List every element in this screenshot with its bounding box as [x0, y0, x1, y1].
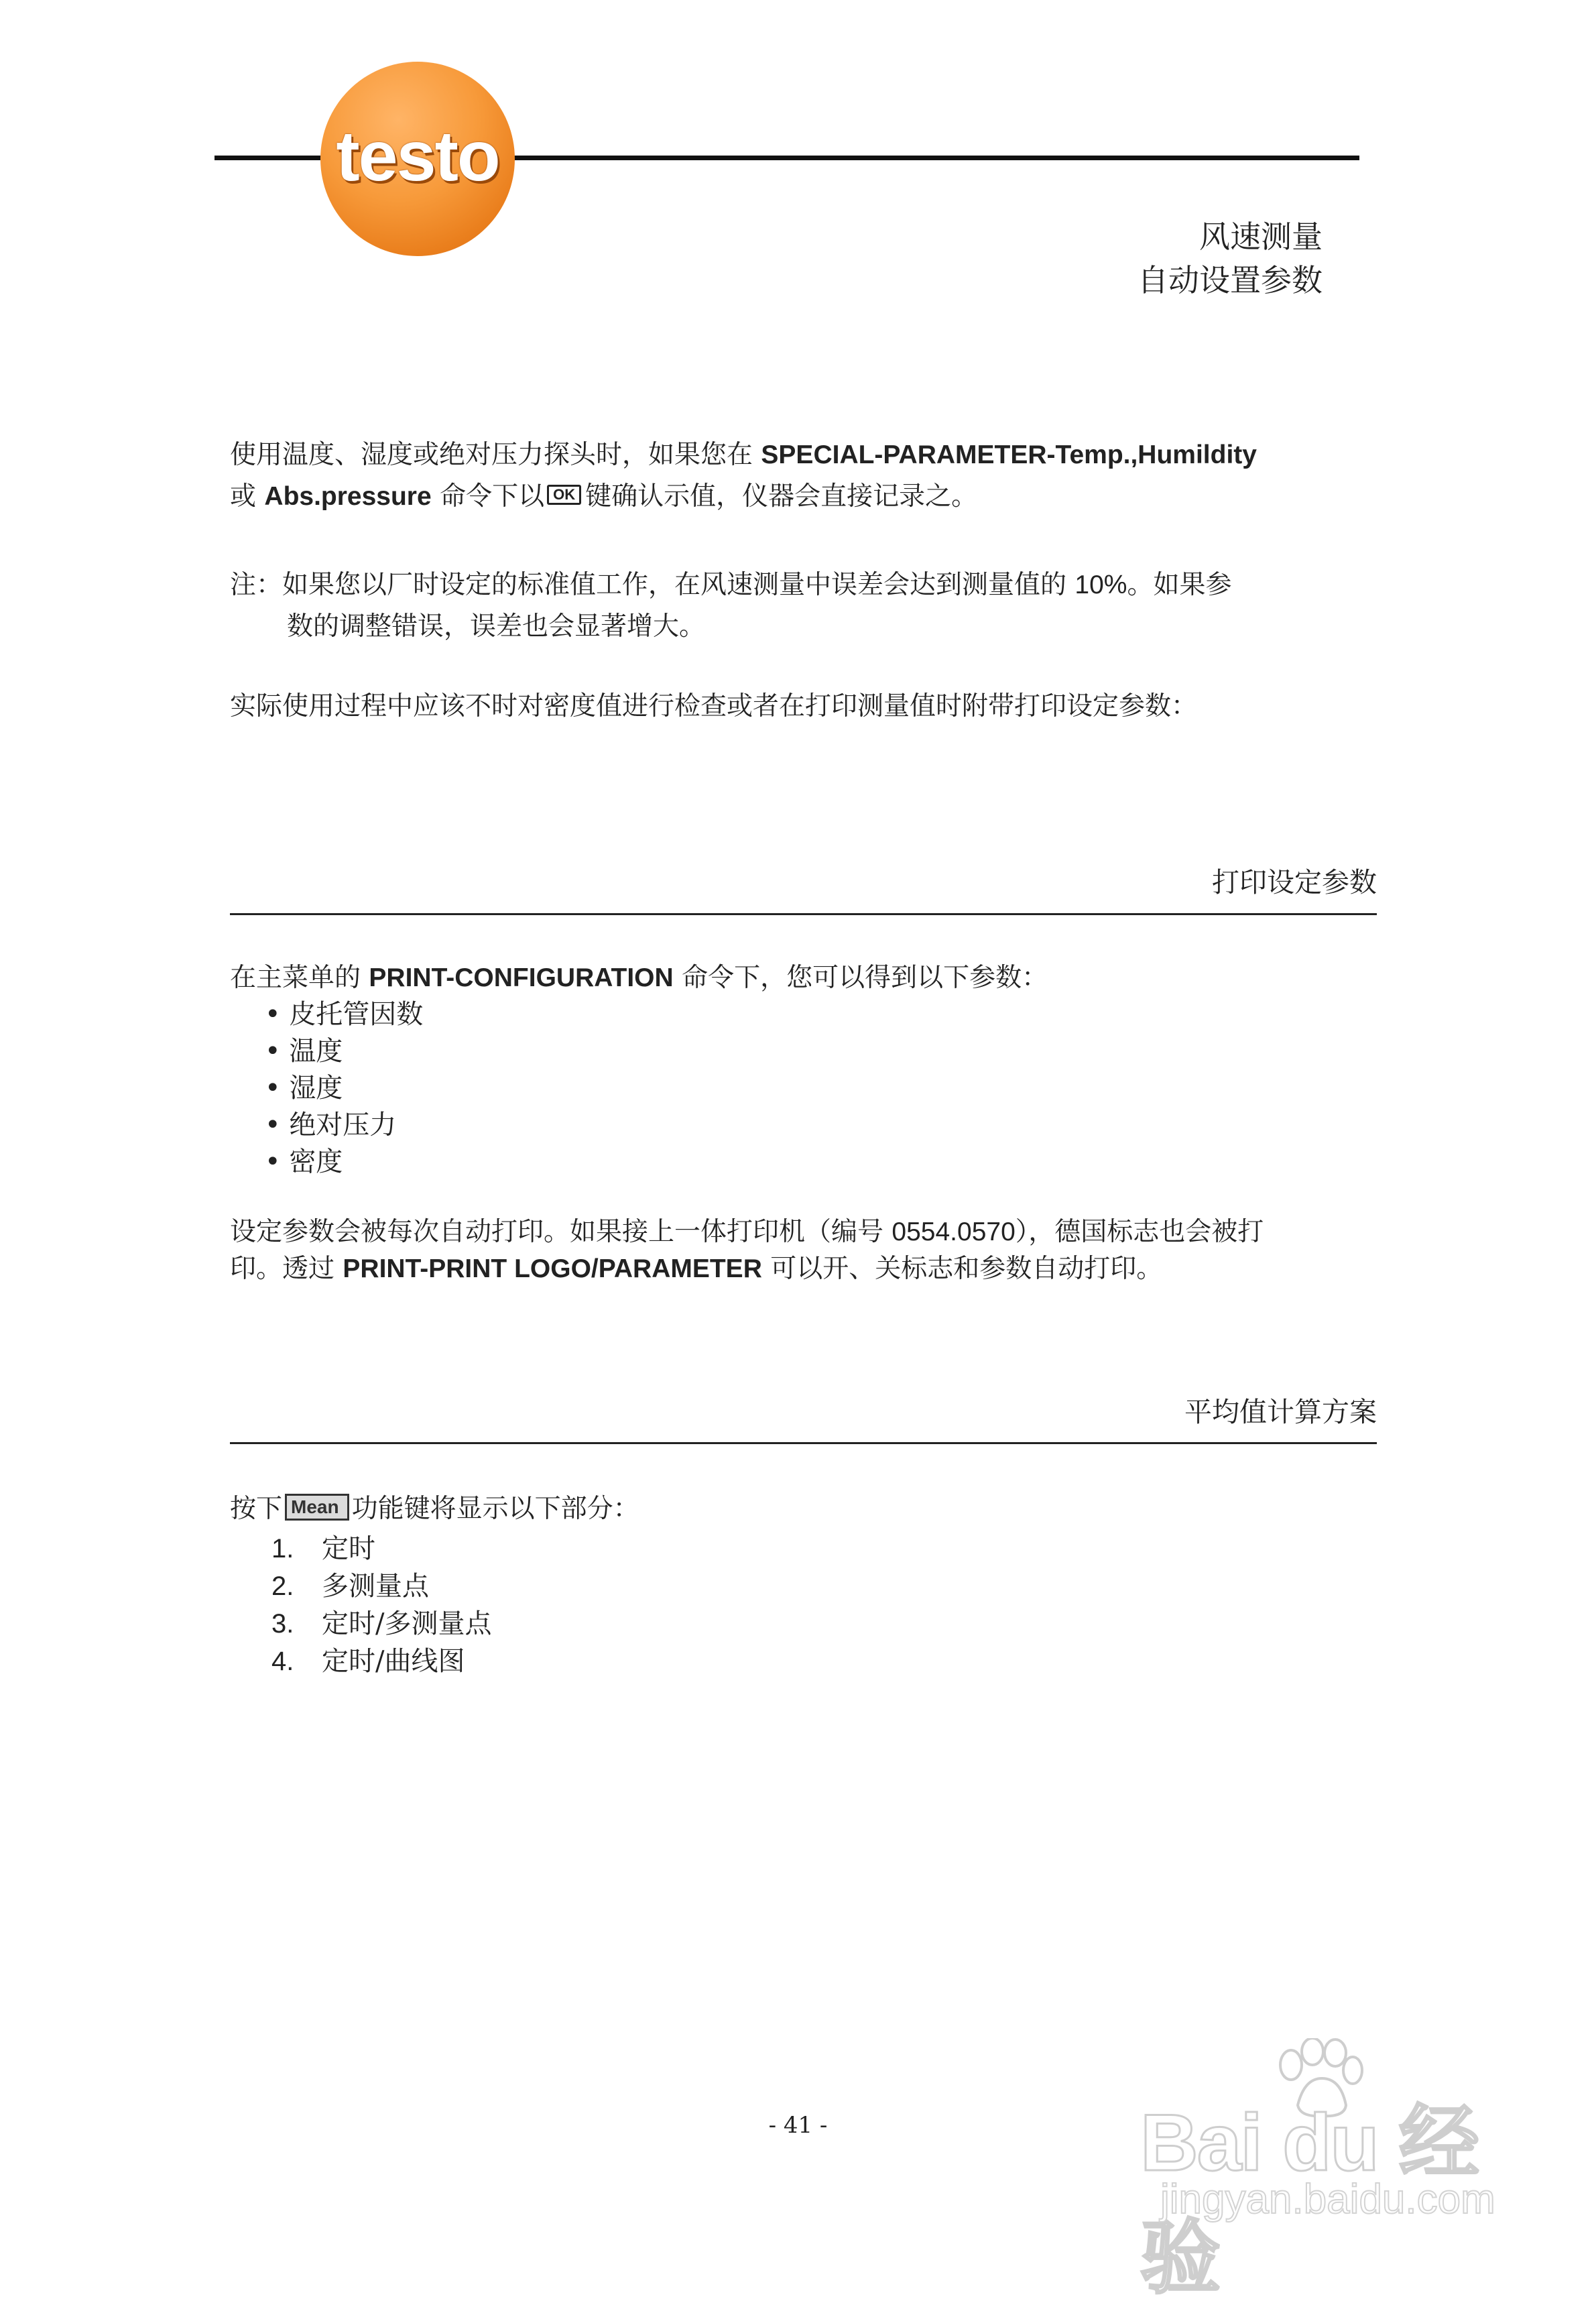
intro-line-1: 使用温度、湿度或绝对压力探头时，如果您在 SPECIAL-PARAMETER-Temp.,Humildity [230, 440, 1257, 470]
mean-key-icon: Mean [285, 1494, 349, 1521]
note-line-2: 数的调整错误，误差也会显著增大。 [287, 611, 706, 642]
watermark-url: jingyan.baidu.com [1160, 2176, 1495, 2223]
baidu-watermark [1140, 2038, 1516, 2303]
list-item: 1. 定时 [271, 1533, 375, 1564]
print-section-rule [230, 913, 1377, 915]
print-paragraph-line-1: 设定参数会被每次自动打印。如果接上一体打印机（编号 0554.0570），德国标志也会被打 [230, 1217, 1264, 1247]
print-intro: 在主菜单的 PRINT-CONFIGURATION 命令下，您可以得到以下参数： [230, 963, 1048, 993]
print-parameter-list [265, 996, 423, 1181]
header-rule-right [509, 156, 1359, 160]
ok-key-icon: OK [547, 485, 581, 505]
intro-line-2: 或 Abs.pressure 命令下以 OK 键确认示值，仪器会直接记录之。 [230, 481, 978, 512]
logo-text: testo [336, 116, 499, 196]
list-item: 2. 多测量点 [271, 1571, 429, 1602]
list-item: 3. 定时/多测量点 [271, 1608, 492, 1639]
testo-logo [320, 62, 515, 256]
list-item: • 绝对压力 [265, 1107, 423, 1144]
list-item: • 皮托管因数 [265, 996, 423, 1033]
list-item: • 温度 [265, 1033, 423, 1070]
watermark-brand: Bai du 经验 [1140, 2098, 1479, 2303]
mean-section-rule [230, 1442, 1377, 1444]
page-number: - 41 - [768, 2112, 828, 2139]
list-item: 4. 定时/曲线图 [271, 1646, 465, 1677]
check-paragraph: 实际使用过程中应该不时对密度值进行检查或者在打印测量值时附带打印设定参数： [230, 691, 1198, 721]
mean-section-title: 平均值计算方案 [1184, 1396, 1377, 1428]
header-title-line1: 风速测量 [1199, 219, 1323, 255]
mean-intro: 按下 Mean 功能键将显示以下部分： [230, 1494, 639, 1524]
header-rule-left [214, 156, 328, 160]
print-paragraph-line-2: 印。透过 PRINT-PRINT LOGO/PARAMETER 可以开、关标志和参数自动打印。 [230, 1254, 1163, 1284]
print-section-title: 打印设定参数 [1212, 866, 1377, 898]
note-line-1: 注：如果您以厂时设定的标准值工作，在风速测量中误差会达到测量值的 10%。如果参 [230, 570, 1232, 600]
list-item: • 湿度 [265, 1070, 423, 1107]
header-title-line2: 自动设置参数 [1138, 262, 1323, 298]
list-item: • 密度 [265, 1144, 423, 1181]
mean-options-list [271, 1530, 491, 1680]
